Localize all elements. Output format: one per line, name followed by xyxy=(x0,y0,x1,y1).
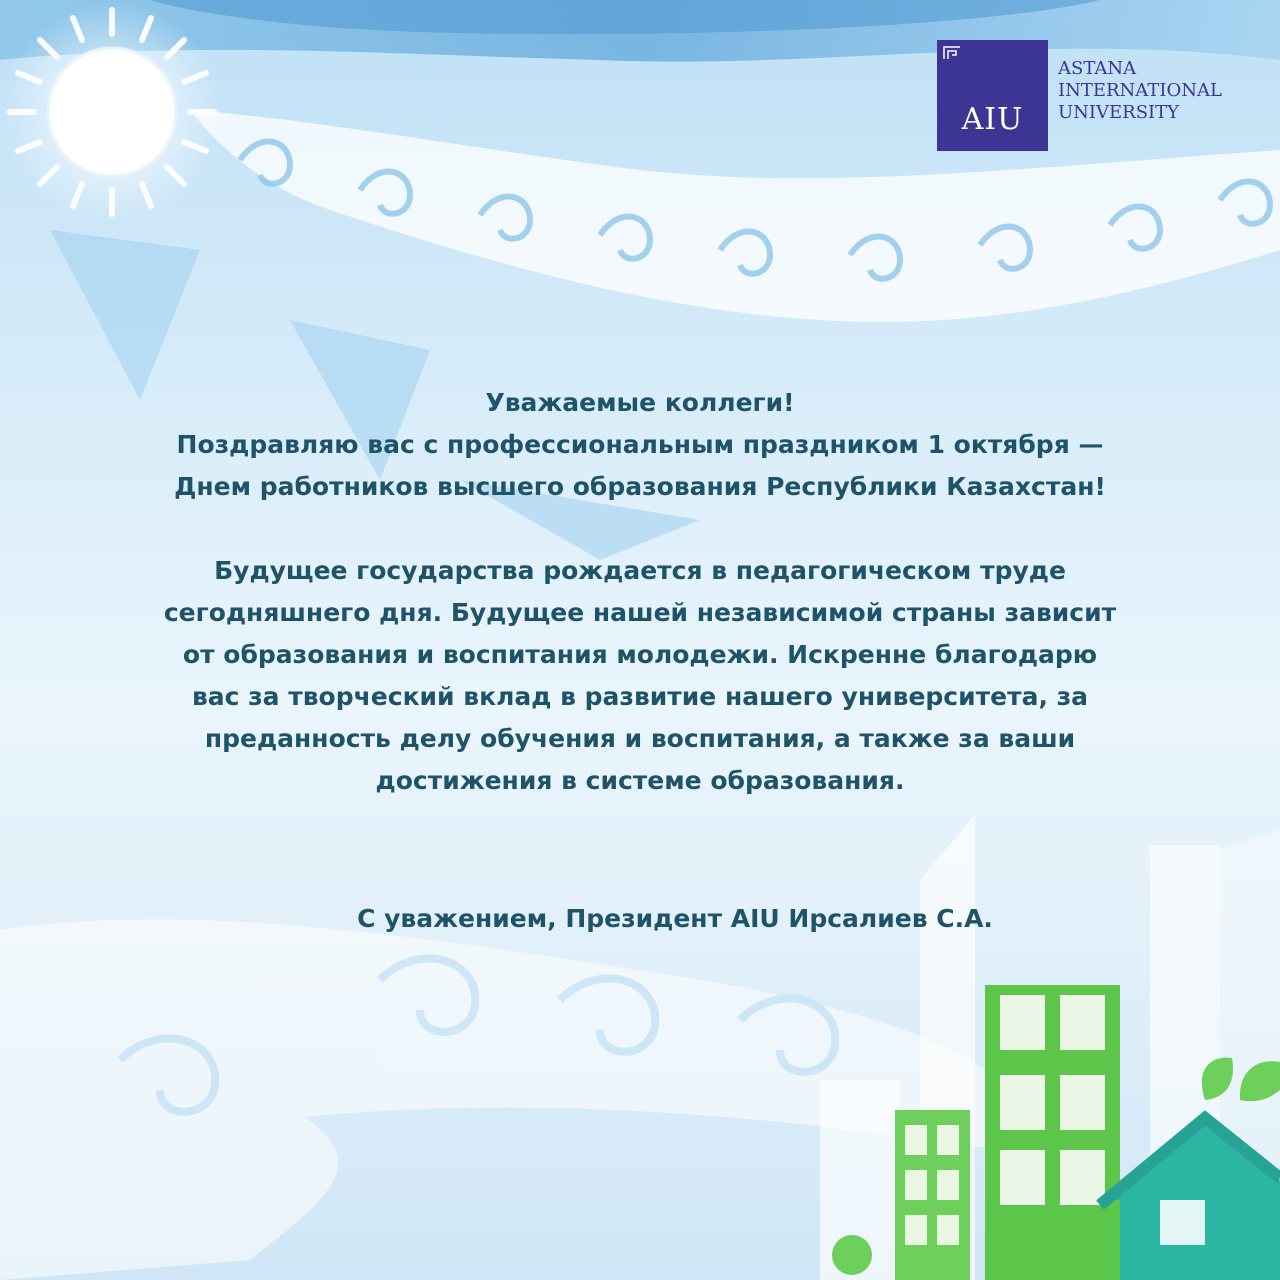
body-line: достижения в системе образования. xyxy=(375,766,905,795)
greeting-line: Уважаемые коллеги! xyxy=(485,388,795,417)
congrats-line: Поздравляю вас с профессиональным праздником 1 октября — xyxy=(176,430,1104,459)
congrats-line: Днем работников высшего образования Республики Казахстан! xyxy=(174,472,1106,501)
body-line: вас за творческий вклад в развитие нашего университета, за xyxy=(191,682,1089,711)
small-building xyxy=(895,1110,970,1280)
logo-abbr: AIU xyxy=(961,102,1024,137)
body-line: Будущее государства рождается в педагогическом труде xyxy=(214,556,1066,585)
logo-mark xyxy=(937,40,1048,151)
sun xyxy=(2,2,222,222)
signature: С уважением, Президент AIU Ирсалиев С.А. xyxy=(357,904,993,933)
body-line: от образования и воспитания молодежи. Искренне благодарю xyxy=(182,640,1098,669)
logo-name xyxy=(1058,58,1222,124)
aiu-logo xyxy=(937,40,1222,151)
logo-name-line: INTERNATIONAL xyxy=(1058,80,1222,101)
logo-name-line: ASTANA xyxy=(1058,58,1137,79)
body-line: преданность делу обучения и воспитания, а также за ваши xyxy=(204,724,1076,753)
logo-name-line: UNIVERSITY xyxy=(1058,102,1180,123)
green-building xyxy=(985,985,1120,1280)
congratulation-message xyxy=(40,382,1240,802)
body-line: сегодняшнего дня. Будущее нашей независимой страны зависит xyxy=(163,598,1117,627)
ornament-icon xyxy=(943,46,961,60)
